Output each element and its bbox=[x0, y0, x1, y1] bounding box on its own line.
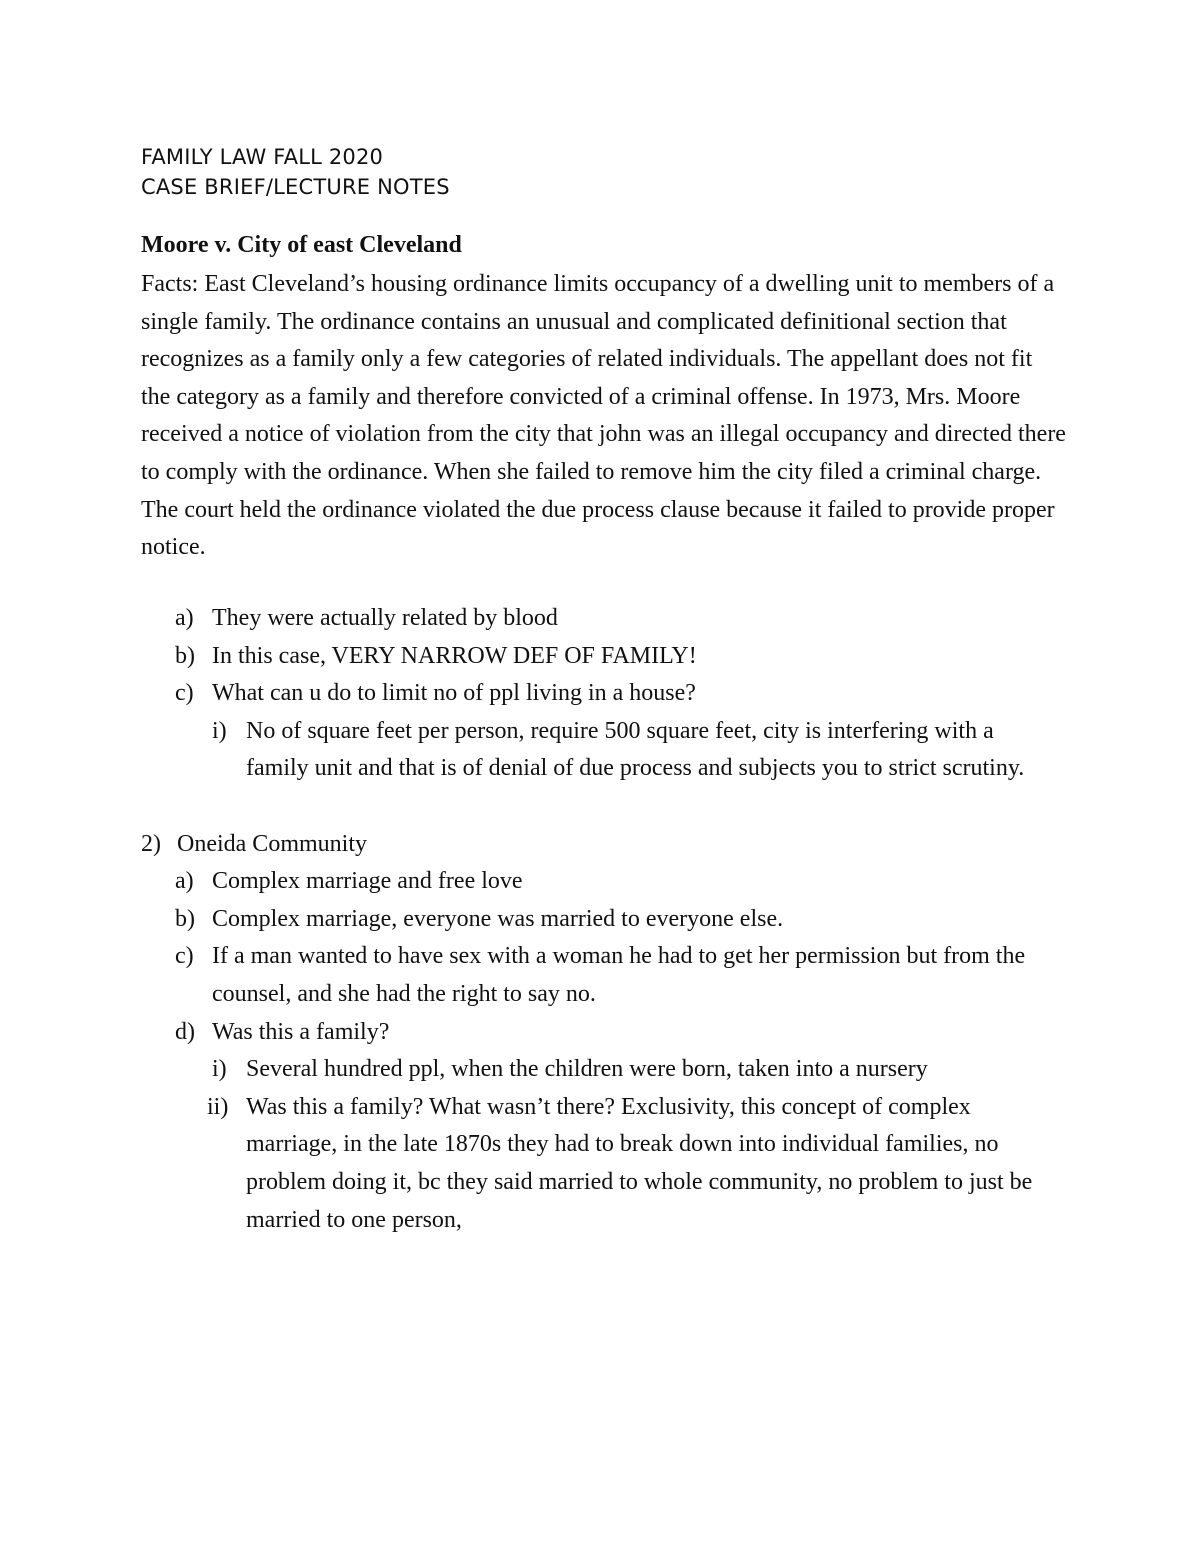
list-marker: b) bbox=[175, 905, 195, 932]
list-item-text: In this case, VERY NARROW DEF OF FAMILY! bbox=[212, 642, 697, 669]
list-marker: ii) bbox=[207, 1093, 229, 1120]
list-item-text: Complex marriage and free love bbox=[212, 868, 523, 895]
course-title: FAMILY LAW FALL 2020 bbox=[141, 145, 384, 169]
case-title: Moore v. City of east Cleveland bbox=[141, 232, 462, 258]
list-item-text: What can u do to limit no of ppl living in a house? bbox=[212, 680, 696, 707]
document-subtitle: CASE BRIEF/LECTURE NOTES bbox=[141, 175, 450, 199]
list-item-text: No of square feet per person, require 500 square feet, city is interfering with a family unit and that is of denial of due process and subjects you to strict scrutiny. bbox=[246, 717, 1025, 782]
list-item-text: Complex marriage, everyone was married to everyone else. bbox=[212, 905, 784, 932]
list-item-text: Several hundred ppl, when the children were born, taken into a nursery bbox=[246, 1056, 928, 1083]
list-marker: a) bbox=[175, 605, 194, 631]
list-marker: c) bbox=[175, 943, 194, 970]
list-marker: c) bbox=[175, 680, 194, 707]
list-marker: d) bbox=[175, 1018, 195, 1045]
list-item-text: If a man wanted to have sex with a woman he had to get her permission but from the counsel, and she had the right to say no. bbox=[212, 943, 1026, 1007]
list-item-text: Was this a family? What wasn’t there? Exclusivity, this concept of complex marriage, in the late 1870s they had to break down into individual families, no problem doing it, bc they said married to whole community, no problem to just be married to one person, bbox=[246, 1093, 1033, 1233]
list-item-text: Was this a family? bbox=[212, 1018, 390, 1045]
list-item-text: They were actually related by blood bbox=[212, 605, 558, 631]
facts-paragraph: Facts: East Cleveland’s housing ordinance limits occupancy of a dwelling unit to members of a single family. The ordinance contains an unusual and complicated definitional section that recognizes as a family only a few categories of related individuals. The appellant does not fit the category as a family and therefore convicted of a criminal offense. In 1973, Mrs. Moore received a notice of violation from the city that john was an illegal occupancy and directed there to comply with the ordinance. When she failed to remove him the city filed a criminal charge. The court held the ordinance violated the due process clause because it failed to provide proper notice. bbox=[141, 271, 1066, 561]
list-marker: 2) bbox=[141, 830, 161, 857]
list-marker: i) bbox=[212, 717, 227, 744]
list-marker: a) bbox=[175, 868, 194, 895]
list-marker: b) bbox=[175, 642, 195, 669]
list-marker: i) bbox=[212, 1056, 227, 1083]
list-item-text: Oneida Community bbox=[177, 830, 367, 857]
